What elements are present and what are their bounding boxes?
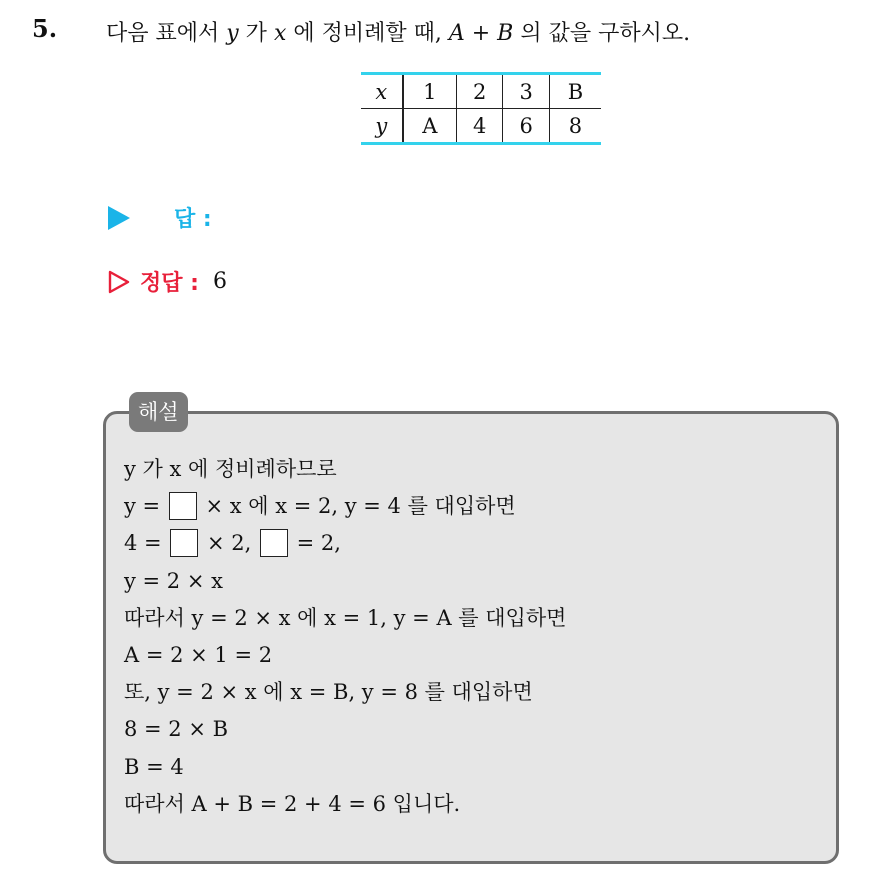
- correct-answer-row: [108, 266, 227, 297]
- solution-line: 8 = 2 × B: [124, 717, 229, 742]
- solution-text: [124, 451, 566, 823]
- solution-line: 또, y = 2 × x 에 x = B, y = 8 를 대입하면: [124, 680, 533, 705]
- correct-answer-value: 6: [212, 269, 227, 294]
- question-text-3: 에 정비례할 때,: [286, 21, 449, 46]
- blank-box: [169, 492, 197, 520]
- table-row-x: [361, 74, 601, 109]
- solution-tag: 해설: [129, 392, 188, 432]
- table-row-y: [361, 109, 601, 144]
- solution-line: B = 4: [124, 754, 184, 779]
- table-cell: A: [403, 109, 457, 144]
- solution-line: 따라서 y = 2 × x 에 x = 1, y = A 를 대입하면: [124, 605, 567, 630]
- var-y: y: [226, 21, 239, 46]
- table-cell: 3: [503, 74, 549, 109]
- table-cell: 6: [503, 109, 549, 144]
- question-text-1: 다음 표에서: [106, 21, 227, 46]
- outline-triangle-icon: [108, 270, 130, 294]
- table-cell: 1: [403, 74, 457, 109]
- question-text-4: 의 값을 구하시오.: [513, 21, 691, 46]
- question-number: 5.: [32, 14, 58, 43]
- solution-line: A = 2 × 1 = 2: [124, 642, 273, 667]
- table-cell: B: [549, 74, 601, 109]
- table-cell: y: [361, 109, 403, 144]
- answer-row: [108, 202, 212, 233]
- filled-triangle-icon: [108, 206, 130, 230]
- solution-line: y = × x 에 x = 2, y = 4 를 대입하면: [124, 494, 516, 519]
- question-text: [106, 16, 690, 47]
- table-cell: x: [361, 74, 403, 109]
- question-text-2: 가: [238, 21, 274, 46]
- solution-line: 따라서 A + B = 2 + 4 = 6 입니다.: [124, 791, 461, 816]
- table-cell: 8: [549, 109, 601, 144]
- solution-line: y = 2 × x: [124, 568, 223, 593]
- table-cell: 4: [457, 109, 503, 144]
- solution-line: 4 = × 2, = 2,: [124, 531, 341, 556]
- correct-answer-label: 정답 :: [140, 271, 199, 296]
- blank-box: [170, 529, 198, 557]
- table-cell: 2: [457, 74, 503, 109]
- expression-a-plus-b: A + B: [448, 21, 514, 46]
- blank-box: [260, 529, 288, 557]
- answer-label: 답 :: [174, 207, 212, 232]
- solution-line: y 가 x 에 정비례하므로: [124, 457, 337, 481]
- var-x: x: [273, 21, 287, 46]
- proportion-table: [361, 72, 601, 145]
